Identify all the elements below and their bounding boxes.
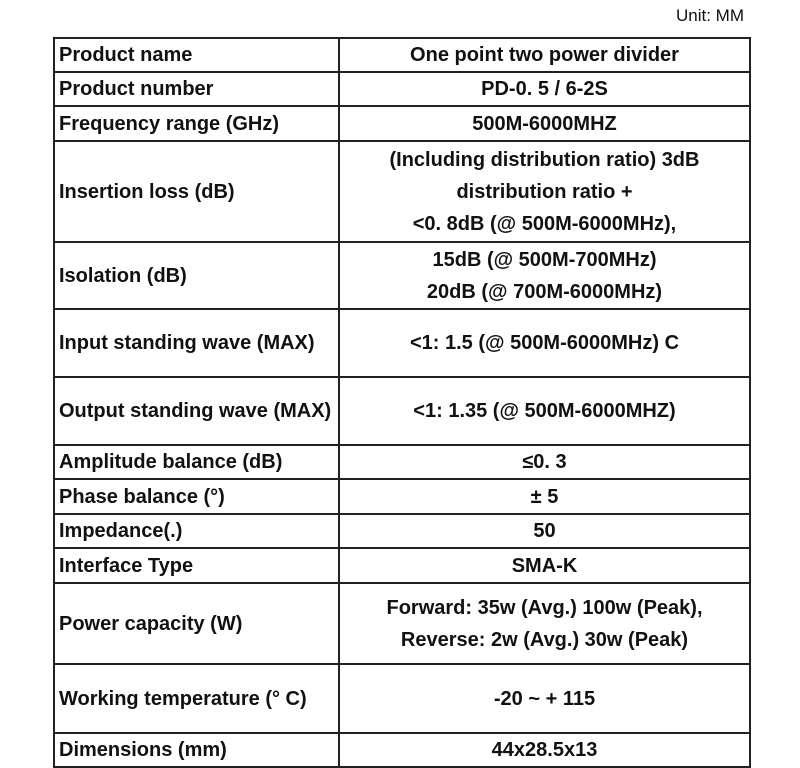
spec-value-line: One point two power divider	[410, 44, 679, 66]
spec-key: Isolation (dB)	[54, 242, 339, 309]
spec-key: Output standing wave (MAX)	[54, 377, 339, 445]
spec-value-line: distribution ratio +	[456, 180, 633, 203]
spec-value	[339, 377, 750, 445]
spec-value	[339, 548, 750, 583]
spec-row	[54, 445, 750, 479]
spec-value	[339, 733, 750, 767]
spec-key: Input standing wave (MAX)	[54, 309, 339, 377]
spec-key: Product number	[54, 72, 339, 106]
spec-row	[54, 733, 750, 767]
spec-row	[54, 514, 750, 548]
spec-row	[54, 242, 750, 309]
spec-row	[54, 548, 750, 583]
spec-value	[339, 106, 750, 141]
spec-key: Phase balance (°)	[54, 479, 339, 514]
spec-value	[339, 72, 750, 106]
spec-value-line: ± 5	[530, 485, 559, 508]
spec-value-line: <1: 1.35 (@ 500M-6000MHZ)	[413, 400, 676, 422]
spec-value-line: ≤0. 3	[522, 451, 567, 473]
spec-row	[54, 72, 750, 106]
spec-value-line: <0. 8dB (@ 500M-6000MHz),	[412, 212, 677, 235]
spec-value-line: PD-0. 5 / 6-2S	[481, 78, 608, 100]
spec-value-line: 44x28.5x13	[491, 739, 598, 761]
unit-label: Unit: MM	[676, 6, 744, 25]
spec-row	[54, 106, 750, 141]
spec-key: Working temperature (° C)	[54, 664, 339, 733]
spec-row	[54, 141, 750, 242]
spec-key: Impedance(.)	[54, 514, 339, 548]
spec-value	[339, 309, 750, 377]
spec-value	[339, 242, 750, 309]
spec-value-line: (Including distribution ratio) 3dB	[389, 148, 700, 171]
spec-value	[339, 38, 750, 72]
spec-value-line: Forward: 35w (Avg.) 100w (Peak),	[386, 596, 703, 619]
spec-value-line: Reverse: 2w (Avg.) 30w (Peak)	[400, 628, 689, 651]
spec-value-line: 50	[533, 520, 556, 542]
spec-row	[54, 377, 750, 445]
spec-value-line: SMA-K	[511, 554, 578, 577]
spec-key: Product name	[54, 38, 339, 72]
spec-key: Insertion loss (dB)	[54, 141, 339, 242]
spec-row	[54, 479, 750, 514]
spec-value-line: 500M-6000MHZ	[472, 112, 617, 135]
spec-value	[339, 479, 750, 514]
spec-value-line: <1: 1.5 (@ 500M-6000MHz) C	[409, 332, 680, 354]
spec-value	[339, 583, 750, 664]
spec-value-line: 15dB (@ 500M-700MHz)	[432, 248, 657, 271]
spec-value	[339, 141, 750, 242]
spec-table	[53, 37, 751, 768]
spec-row	[54, 664, 750, 733]
spec-value-line: 20dB (@ 700M-6000MHz)	[426, 280, 663, 303]
spec-value	[339, 445, 750, 479]
spec-key: Amplitude balance (dB)	[54, 445, 339, 479]
spec-key: Dimensions (mm)	[54, 733, 339, 767]
spec-value-line: -20 ~ + 115	[493, 687, 596, 710]
spec-row	[54, 309, 750, 377]
spec-row	[54, 583, 750, 664]
spec-key: Interface Type	[54, 548, 339, 583]
spec-value	[339, 664, 750, 733]
spec-key: Power capacity (W)	[54, 583, 339, 664]
spec-value	[339, 514, 750, 548]
spec-key: Frequency range (GHz)	[54, 106, 339, 141]
spec-row	[54, 38, 750, 72]
